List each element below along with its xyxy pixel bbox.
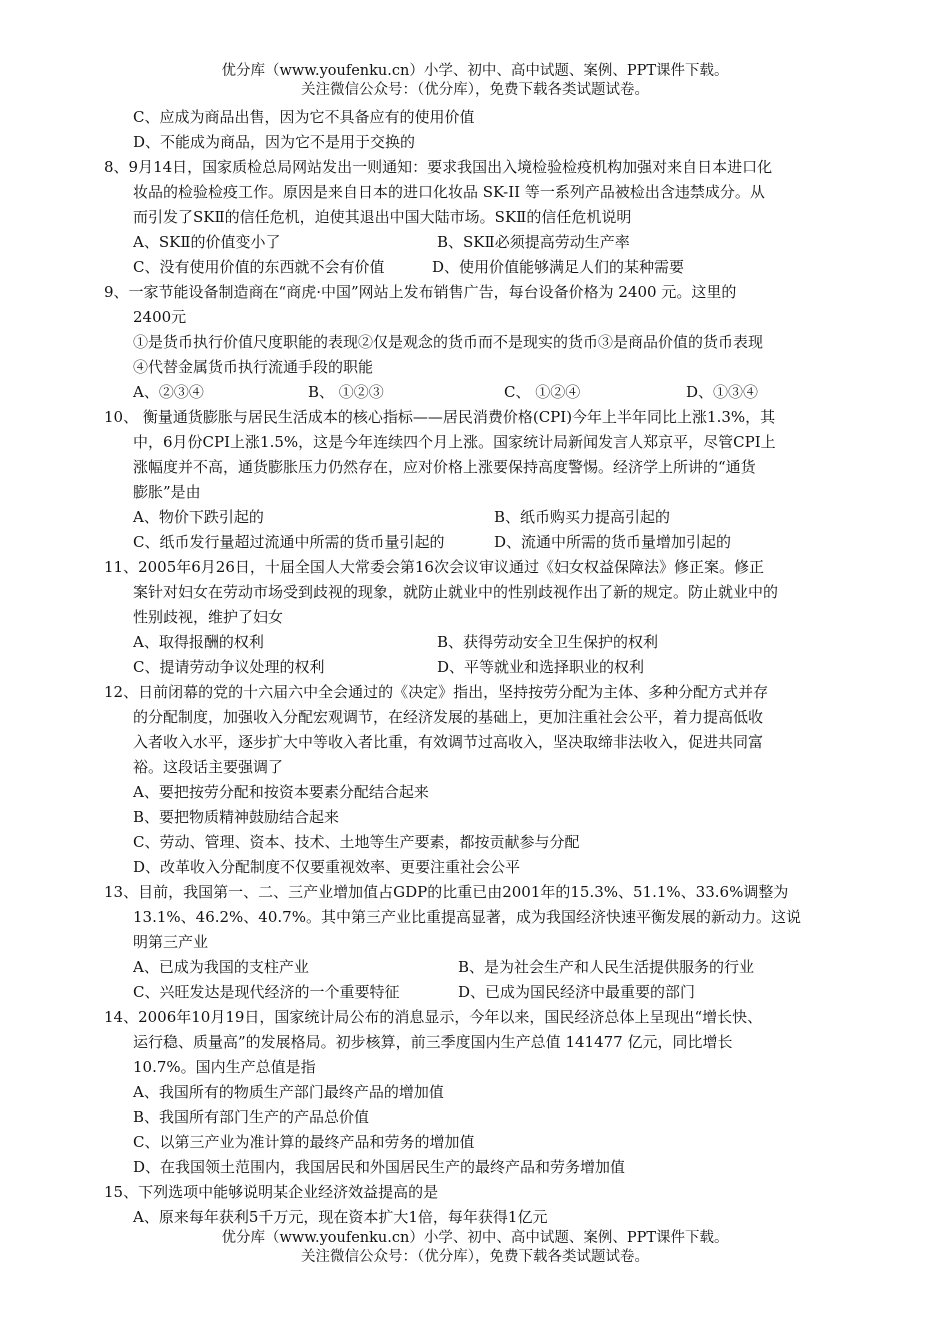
option-text: C、 ①②④ [504,383,581,401]
text-line: 9、一家节能设备制造商在“商虎·中国”网站上发布销售广告，每台设备价格为 2400 元。这里的 [104,283,737,301]
page-header [0,62,950,100]
text-line: A、②③④ [133,383,204,401]
option-text: D、平等就业和选择职业的权利 [437,658,645,676]
text-line: 10、 衡量通货膨胀与居民生活成本的核心指标——居民消费价格(CPI)今年上半年同比上涨1.3%，其 [104,408,776,426]
text-line: C、劳动、管理、资本、技术、土地等生产要素，都按贡献参与分配 [133,833,580,851]
text-line: A、物价下跌引起的 [133,508,264,526]
text-line: ①是货币执行价值尺度职能的表现②仅是观念的货币而不是现实的货币③是商品价值的货币表现 [133,333,764,351]
text-line: D、不能成为商品，因为它不是用于交换的 [133,133,416,151]
header-line-1: 优分库（www.youfenku.cn）小学、初中、高中试题、案例、PPT课件下载。 [221,63,729,79]
text-line: D、在我国领土范围内，我国居民和外国居民生产的最终产品和劳务增加值 [133,1158,626,1176]
option-text: D、使用价值能够满足人们的某种需要 [432,258,685,276]
text-line: 明第三产业 [133,933,209,951]
text-line: ④代替金属货币执行流通手段的职能 [133,358,374,376]
text-line: C、应成为商品出售，因为它不具备应有的使用价值 [133,108,475,126]
header-line-2: 关注微信公众号：（优分库），免费下载各类试题试卷。 [301,82,649,98]
footer-line-1: 优分库（www.youfenku.cn）小学、初中、高中试题、案例、PPT课件下载。 [221,1230,729,1246]
option-text: B、是为社会生产和人民生活提供服务的行业 [458,958,755,976]
text-line: 的分配制度，加强收入分配宏观调节，在经济发展的基础上，更加注重社会公平，着力提高低收 [133,708,764,726]
text-line: 13、目前，我国第一、二、三产业增加值占GDP的比重已由2001年的15.3%、51.1%、33.6%调整为 [104,883,789,901]
text-line: C、以第三产业为准计算的最终产品和劳务的增加值 [133,1133,475,1151]
text-line: C、提请劳动争议处理的权利 [133,658,325,676]
option-text: D、①③④ [686,383,759,401]
text-line: C、没有使用价值的东西就不会有价值 [133,258,385,276]
text-line: 而引发了SKⅡ的信任危机，迫使其退出中国大陆市场。SKⅡ的信任危机说明 [133,208,632,226]
text-line: 膨胀”是由 [133,483,201,501]
text-line: 2400元 [133,308,187,326]
text-line: 运行稳、质量高”的发展格局。初步核算，前三季度国内生产总值 141477 亿元，同比增长 [133,1033,733,1051]
option-text: B、SKⅡ必须提高劳动生产率 [437,233,630,251]
text-line: 10.7%。国内生产总值是指 [133,1058,316,1076]
text-line: A、要把按劳分配和按资本要素分配结合起来 [133,783,429,801]
text-line: 案针对妇女在劳动市场受到歧视的现象，就防止就业中的性别歧视作出了新的规定。防止就业中的 [133,583,779,601]
text-line: 14、2006年10月19日，国家统计局公布的消息显示，今年以来，国民经济总体上呈现出“增长快、 [104,1008,763,1026]
option-text: B、获得劳动安全卫生保护的权利 [437,633,659,651]
text-line: C、纸币发行量超过流通中所需的货币量引起的 [133,533,445,551]
text-line: A、取得报酬的权利 [133,633,264,651]
text-line: 妆品的检验检疫工作。原因是来自日本的进口化妆品 SK-II 等一系列产品被检出含违禁成分。从 [133,183,765,201]
option-text: B、纸币购买力提高引起的 [494,508,671,526]
text-line: B、我国所有部门生产的产品总价值 [133,1108,370,1126]
text-line: 8、9月14日，国家质检总局网站发出一则通知：要求我国出入境检验检疫机构加强对来自日本进口化 [104,158,773,176]
text-line: D、改革收入分配制度不仅要重视效率、更要注重社会公平 [133,858,521,876]
text-line: B、要把物质精神鼓励结合起来 [133,808,340,826]
option-text: D、已成为国民经济中最重要的部门 [458,983,696,1001]
text-line: 11、2005年6月26日，十届全国人大常委会第16次会议审议通过《妇女权益保障法》修正案。修正 [104,558,764,576]
text-line: 性别歧视，维护了妇女 [133,608,284,626]
text-line: 涨幅度并不高，通货膨胀压力仍然存在，应对价格上涨要保持高度警惕。经济学上所讲的“通货 [133,458,756,476]
text-line: 中，6月份CPI上涨1.5%，这是今年连续四个月上涨。国家统计局新闻发言人郑京平，尽管CPI上 [133,433,776,451]
option-text: D、流通中所需的货币量增加引起的 [494,533,732,551]
text-line: 入者收入水平，逐步扩大中等收入者比重，有效调节过高收入，坚决取缔非法收入，促进共同富 [133,733,764,751]
footer-line-2: 关注微信公众号：（优分库），免费下载各类试题试卷。 [301,1249,649,1265]
text-line: A、已成为我国的支柱产业 [133,958,309,976]
text-line: 13.1%、46.2%、40.7%。其中第三产业比重提高显著，成为我国经济快速平衡发展的新动力。这说 [133,908,801,926]
text-line: 15、下列选项中能够说明某企业经济效益提高的是 [104,1183,439,1201]
text-line: A、原来每年获利5千万元，现在资本扩大1倍，每年获得1亿元 [133,1208,548,1226]
option-text: B、 ①②③ [308,383,384,401]
text-line: A、我国所有的物质生产部门最终产品的增加值 [133,1083,444,1101]
text-line: A、SKⅡ的价值变小了 [133,233,281,251]
text-line: 裕。这段话主要强调了 [133,758,284,776]
text-line: C、兴旺发达是现代经济的一个重要特征 [133,983,400,1001]
page-footer [0,1229,950,1267]
text-line: 12、日前闭幕的党的十六届六中全会通过的《决定》指出，坚持按劳分配为主体、多种分配方式并存 [104,683,769,701]
